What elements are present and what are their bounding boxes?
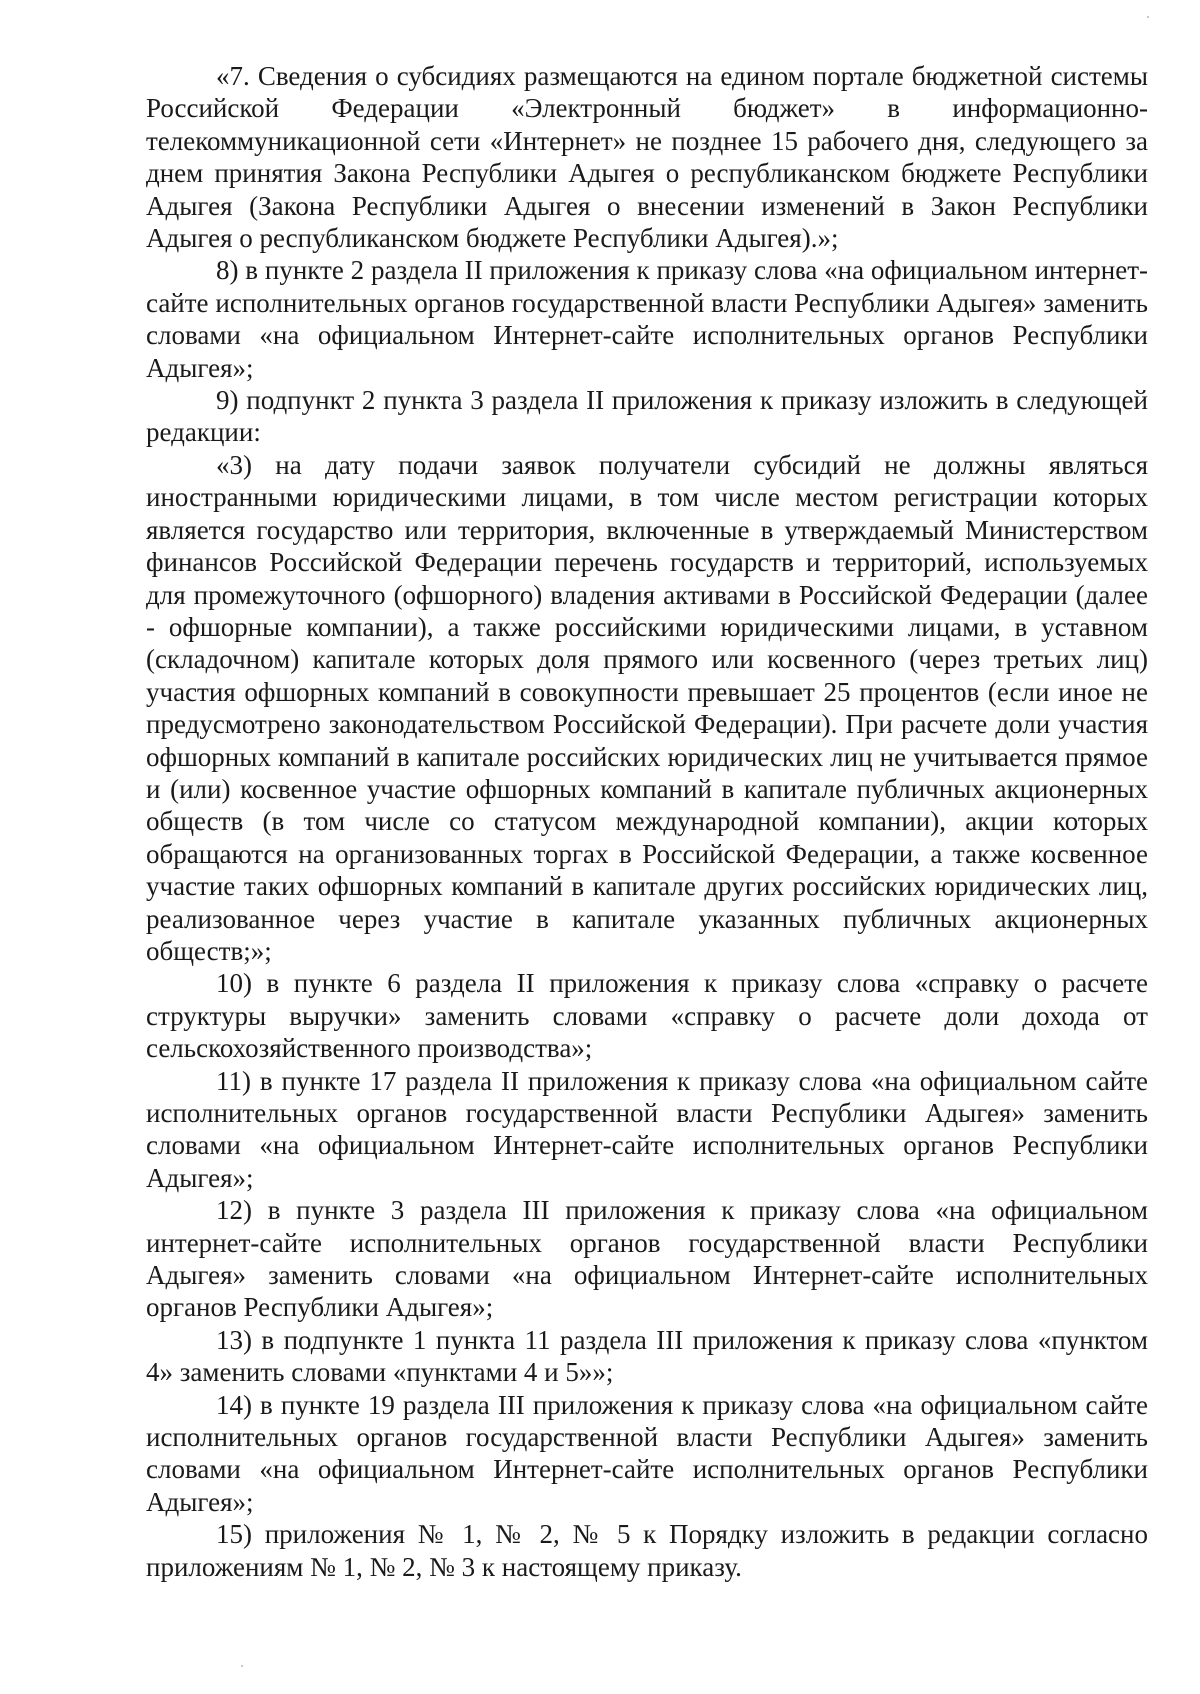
paragraph-item-15: 15) приложения № 1, № 2, № 5 к Порядку изложить в редакции согласно приложениям № 1, № 2, № 3 к настоящему приказу. (146, 1519, 1148, 1582)
paragraph-item-10: 10) в пункте 6 раздела II приложения к приказу слова «справку о расчете структуры выручки» заменить словами «справку о расчете доли дохода от сельскохозяйственного производства»; (146, 968, 1148, 1064)
paragraph-item-9: 9) подпункт 2 пункта 3 раздела II приложения к приказу изложить в следующей редакции: (146, 385, 1148, 448)
paragraph-item-13: 13) в подпункте 1 пункта 11 раздела III приложения к приказу слова «пунктом 4» заменить словами «пунктами 4 и 5»»; (146, 1324, 1148, 1388)
scan-speck (1147, 16, 1149, 18)
paragraph-item-14: 14) в пункте 19 раздела III приложения к приказу слова «на официальном сайте исполнительных органов государственной власти Республики Адыгея» заменить словами «на официальном Интернет-сайте исполнительных органов Республики Адыгея»; (146, 1389, 1148, 1517)
document-body (146, 60, 1148, 1583)
paragraph-item-12: 12) в пункте 3 раздела III приложения к приказу слова «на официальном интернет-сайте исполнительных органов государственной власти Республики Адыгея» заменить словами «на официальном Интернет-сайте исполнительных органов Республики Адыгея»; (146, 1195, 1148, 1323)
paragraph-item-7-quote: «7. Сведения о субсидиях размещаются на едином портале бюджетной системы Российской Федерации «Электронный бюджет» в информационно-телекоммуникационной сети «Интернет» не позднее 15 рабочего дня, следующего за днем принятия Закона Республики Адыгея о республиканском бюджете Республики Адыгея (Закона Республики Адыгея о внесении изменений в Закон Республики Адыгея о республиканском бюджете Республики Адыгея).»; (146, 61, 1148, 254)
paragraph-item-11: 11) в пункте 17 раздела II приложения к приказу слова «на официальном сайте исполнительных органов государственной власти Республики Адыгея» заменить словами «на официальном Интернет-сайте исполнительных органов Республики Адыгея»; (146, 1065, 1148, 1193)
paragraph-subitem-3-quote: «3) на дату подачи заявок получатели субсидий не должны являться иностранными юридическими лицами, в том числе местом регистрации которых является государство или территория, включенные в утверждаемый Министерством финансов Российской Федерации перечень государств и территорий, используемых для промежуточного (офшорного) владения активами в Российской Федерации (далее - офшорные компании), а также российскими юридическими лицами, в уставном (складочном) капитале которых доля прямого или косвенного (через третьих лиц) участия офшорных компаний в совокупности превышает 25 процентов (если иное не предусмотрено законодательством Российской Федерации). При расчете доли участия офшорных компаний в капитале российских юридических лиц не учитывается прямое и (или) косвенное участие офшорных компаний в капитале публичных акционерных обществ (в том числе со статусом международной компании), акции которых обращаются на организованных торгах в Российской Федерации, а также косвенное участие таких офшорных компаний в капитале других российских юридических лиц, реализованное через участие в капитале указанных публичных акционерных обществ;»; (146, 449, 1148, 966)
paragraph-item-8: 8) в пункте 2 раздела II приложения к приказу слова «на официальном интернет-сайте исполнительных органов государственной власти Республики Адыгея» заменить словами «на официальном Интернет-сайте исполнительных органов Республики Адыгея»; (146, 255, 1148, 383)
scan-speck (241, 1665, 243, 1667)
